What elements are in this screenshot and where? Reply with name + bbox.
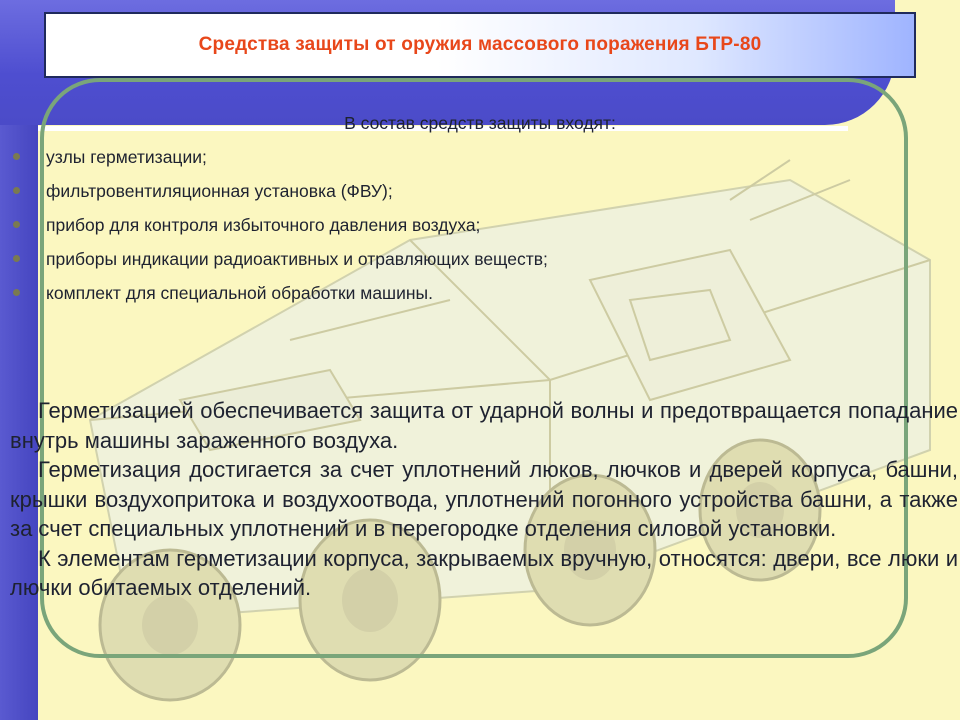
bullet-icon	[13, 221, 20, 228]
list-item	[10, 280, 910, 314]
list-item	[10, 212, 910, 246]
list-item-text: фильтровентиляционная установка (ФВУ);	[46, 181, 393, 201]
list-item-text: приборы индикации радиоактивных и отравляющих веществ;	[46, 249, 548, 269]
slide-title: Средства защиты от оружия массового поражения БТР-80	[198, 34, 762, 55]
list-item-text: прибор для контроля избыточного давления воздуха;	[46, 215, 481, 235]
list-item-text: комплект для специальной обработки машины.	[46, 283, 433, 303]
paragraph: Герметизацией обеспечивается защита от ударной волны и предотвращается попадание внутрь машины зараженного воздуха.	[10, 398, 958, 453]
list-item	[10, 144, 910, 178]
title-box	[44, 12, 916, 78]
protection-list	[10, 144, 910, 314]
list-item	[10, 178, 910, 212]
intro-text: В состав средств защиты входят:	[344, 113, 616, 133]
bullet-icon	[13, 187, 20, 194]
body-text	[10, 396, 958, 603]
bullet-icon	[13, 255, 20, 262]
bullet-icon	[13, 289, 20, 296]
list-item-text: узлы герметизации;	[46, 147, 207, 167]
bullet-icon	[13, 153, 20, 160]
paragraph: Герметизация достигается за счет уплотнений люков, лючков и дверей корпуса, башни, крышки воздухопритока и воздухоотвода, уплотнений погонного устройства башни, а также за счет специальных уплотнений и в перегородке отделения силовой установки.	[10, 457, 958, 541]
list-item	[10, 246, 910, 280]
paragraph: К элементам герметизации корпуса, закрываемых вручную, относятся: двери, все люки и лючки обитаемых отделений.	[10, 545, 958, 600]
